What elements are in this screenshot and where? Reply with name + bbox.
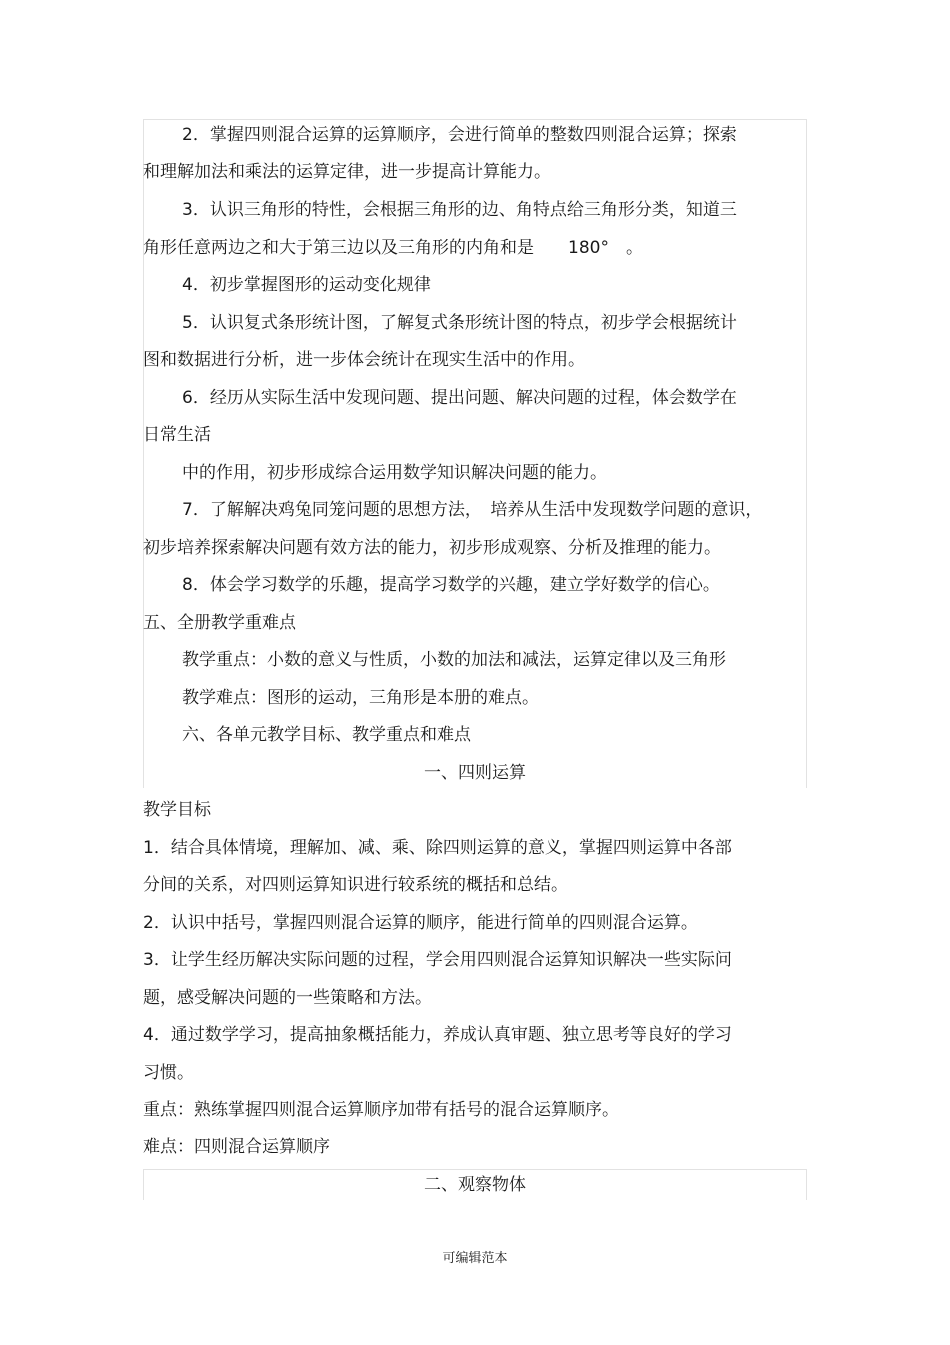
goal-6-line-1: 6．经历从实际生活中发现问题、提出问题、解决问题的过程，体会数学在 [182,388,737,408]
unit-goal-1-line-1: 1．结合具体情境，理解加、减、乘、除四则运算的意义，掌握四则运算中各部 [143,838,732,858]
goal-5-line-2: 图和数据进行分析，进一步体会统计在现实生活中的作用。 [143,350,585,370]
unit-goal-3-line-1: 3．让学生经历解决实际问题的过程，学会用四则混合运算知识解决一些实际问 [143,950,732,970]
unit-one-title: 一、四则运算 [424,763,526,783]
unit-goal-4-line-1: 4．通过数学学习，提高抽象概括能力，养成认真审题、独立思考等良好的学习 [143,1025,732,1045]
section-5-heading: 五、全册教学重难点 [143,613,296,633]
goal-2-line-1: 2．掌握四则混合运算的运算顺序，会进行简单的整数四则混合运算；探索 [182,125,737,145]
frame2-top-border [143,1169,807,1170]
goal-5-line-1: 5．认识复式条形统计图，了解复式条形统计图的特点，初步学会根据统计 [182,313,737,333]
unit-goal-4-line-2: 习惯。 [143,1063,194,1083]
unit-key-point: 重点：熟练掌握四则混合运算顺序加带有括号的混合运算顺序。 [143,1100,619,1120]
page-footer: 可编辑范本 [442,1251,508,1266]
goal-4-line: 4．初步掌握图形的运动变化规律 [182,275,431,295]
difficult-points-line: 教学难点：图形的运动，三角形是本册的难点。 [182,688,539,708]
frame-left-border [143,119,144,788]
frame-top-border [143,119,807,120]
goal-3-line-1: 3．认识三角形的特性，会根据三角形的边、角特点给三角形分类，知道三 [182,200,737,220]
goal-6-line-2: 日常生活 [143,425,211,445]
goal-6-line-3: 中的作用，初步形成综合运用数学知识解决问题的能力。 [182,463,607,483]
teaching-goals-label: 教学目标 [143,800,211,820]
unit-goal-1-line-2: 分间的关系，对四则运算知识进行较系统的概括和总结。 [143,875,568,895]
goal-8-line: 8．体会学习数学的乐趣，提高学习数学的兴趣，建立学好数学的信心。 [182,575,720,595]
frame-right-border [806,119,807,788]
goal-7-line-2: 初步培养探索解决问题有效方法的能力，初步形成观察、分析及推理的能力。 [143,538,721,558]
goal-7-line-1: 7．了解解决鸡兔同笼问题的思想方法， 培养从生活中发现数学问题的意识， [182,500,763,520]
section-6-heading: 六、各单元教学目标、教学重点和难点 [182,725,471,745]
goal-3-line-2: 角形任意两边之和大于第三边以及三角形的内角和是 180° 。 [143,238,643,258]
unit-two-title: 二、观察物体 [424,1175,526,1195]
goal-2-line-2: 和理解加法和乘法的运算定律，进一步提高计算能力。 [143,162,551,182]
unit-goal-2-line: 2．认识中括号，掌握四则混合运算的顺序，能进行简单的四则混合运算。 [143,913,698,933]
unit-goal-3-line-2: 题，感受解决问题的一些策略和方法。 [143,988,432,1008]
unit-difficult-point: 难点：四则混合运算顺序 [143,1137,330,1157]
key-points-line: 教学重点：小数的意义与性质，小数的加法和减法，运算定律以及三角形 [182,650,726,670]
